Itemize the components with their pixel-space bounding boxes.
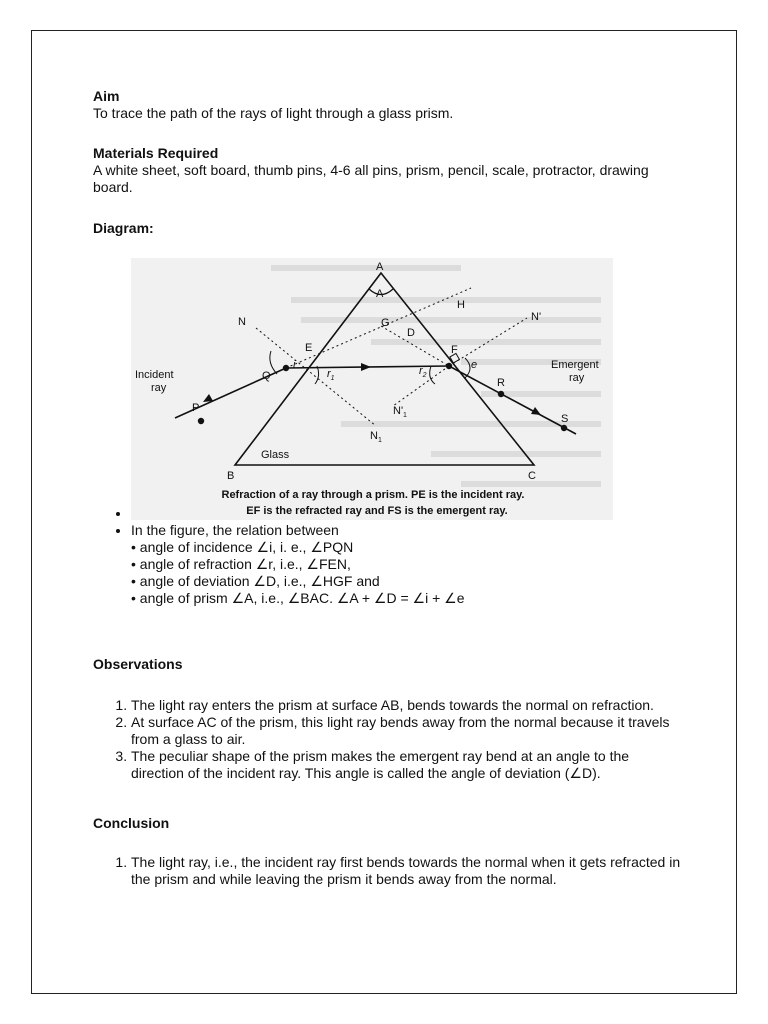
label-C: C xyxy=(528,470,536,482)
point-S xyxy=(561,425,567,431)
label-glass: Glass xyxy=(261,449,290,461)
conclusion-list-wrap xyxy=(93,854,683,888)
label-emergent-2: ray xyxy=(569,372,585,384)
label-S: S xyxy=(561,413,569,425)
label-N1-prime: $N'_1$ xyxy=(393,405,407,419)
label-N: N xyxy=(238,316,246,328)
figure-notes xyxy=(93,505,683,607)
aim-text: To trace the path of the rays of light through a glass prism. xyxy=(93,105,454,121)
label-emergent-1: Emergent xyxy=(551,359,599,371)
prism-diagram-svg xyxy=(131,258,613,520)
label-N1: $N_1$ xyxy=(370,430,382,444)
label-e: e xyxy=(471,359,478,371)
materials-heading: Materials Required xyxy=(93,145,219,161)
point-F-dot xyxy=(446,363,452,369)
observations-section xyxy=(93,656,683,673)
aim-section xyxy=(93,88,683,122)
label-E: E xyxy=(305,342,313,354)
conclusion-list xyxy=(93,854,683,888)
observation-item: 3. The peculiar shape of the prism makes the emergent ray bend at an angle to the direction of the incident ray. This angle is called the angle of deviation (∠D). xyxy=(131,748,683,782)
observations-list xyxy=(93,697,683,782)
point-E-dot xyxy=(283,365,289,371)
conclusion-heading: Conclusion xyxy=(93,815,170,831)
materials-text: A white sheet, soft board, thumb pins, 4-6 all pins, prism, pencil, scale, protractor, drawing board. xyxy=(93,162,649,195)
label-A: A xyxy=(376,261,384,273)
empty-bullet xyxy=(131,505,683,522)
label-R: R xyxy=(497,377,505,389)
label-r1: $r_1$ xyxy=(327,368,335,382)
angle-deviation-line: • angle of deviation ∠D, i.e., ∠HGF and xyxy=(131,573,380,589)
observations-list-wrap xyxy=(93,697,683,782)
label-N-prime: N' xyxy=(531,311,542,323)
prism-diagram xyxy=(131,258,613,520)
conclusion-section xyxy=(93,815,683,832)
point-R xyxy=(498,391,504,397)
aim-heading: Aim xyxy=(93,88,120,104)
label-B: B xyxy=(227,470,235,482)
label-G: G xyxy=(381,317,390,329)
label-incident-1: Incident xyxy=(135,369,174,381)
observations-heading: Observations xyxy=(93,656,183,672)
label-A-angle: A xyxy=(376,288,384,300)
label-incident-2: ray xyxy=(151,382,167,394)
point-P xyxy=(198,418,204,424)
angle-incidence-line: • angle of incidence ∠i, i. e., ∠PQN xyxy=(131,539,354,555)
label-D: D xyxy=(407,327,415,339)
label-Q: Q xyxy=(262,370,271,382)
observation-item: 2. At surface AC of the prism, this light ray bends away from the normal because it travels from a glass to air. xyxy=(131,714,683,748)
figure-notes-item xyxy=(131,522,683,607)
label-F: F xyxy=(451,344,458,356)
figure-notes-intro: • In the figure, the relation between xyxy=(131,522,339,538)
diagram-caption-line2: EF is the refracted ray and FS is the emergent ray. xyxy=(246,505,508,517)
label-P: P xyxy=(192,402,200,414)
label-H: H xyxy=(457,299,465,311)
angle-prism-line: • angle of prism ∠A, i.e., ∠BAC. ∠A + ∠D = ∠i + ∠e xyxy=(131,590,465,606)
observation-item: 1. The light ray enters the prism at surface AB, bends towards the normal on refraction. xyxy=(131,697,683,714)
angle-refraction-line: • angle of refraction ∠r, i.e., ∠FEN, xyxy=(131,556,351,572)
materials-section xyxy=(93,145,683,196)
diagram-section xyxy=(93,220,683,237)
diagram-heading: Diagram: xyxy=(93,220,154,236)
label-i: i xyxy=(293,359,296,371)
conclusion-item: 1. The light ray, i.e., the incident ray first bends towards the normal when it gets refracted in the prism and while leaving the prism it bends away from the normal. xyxy=(131,854,683,888)
diagram-caption-line1: Refraction of a ray through a prism. PE is the incident ray. xyxy=(221,489,525,501)
label-r2: $r_2$ xyxy=(419,365,427,379)
